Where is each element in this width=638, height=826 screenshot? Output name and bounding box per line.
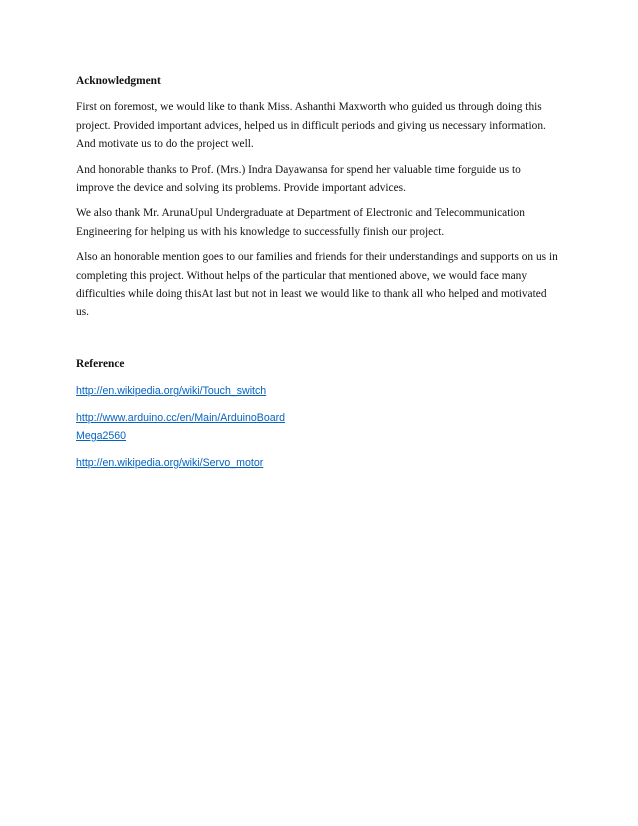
- acknowledgment-paragraph-1: [76, 98, 556, 153]
- acknowledgment-paragraph-2: [76, 161, 556, 198]
- reference-link-line: Mega2560: [76, 430, 127, 443]
- paragraph-line: completing this project. Without helps of the particular that mentioned above, we would face many: [76, 269, 528, 282]
- acknowledgment-paragraph-3: [76, 204, 556, 241]
- reference-heading: Reference: [76, 357, 125, 370]
- paragraph-line: Also an honorable mention goes to our families and friends for their understandings and supports on us in: [76, 251, 558, 264]
- section-spacer: [76, 329, 556, 355]
- paragraph-line: difficulties while doing thisAt last but not in least we would like to thank all who helped and motivated: [76, 288, 547, 301]
- paragraph-line: Engineering for helping us with his knowledge to successfully finish our project.: [76, 225, 445, 238]
- acknowledgment-heading: Acknowledgment: [76, 75, 161, 87]
- paragraph-line: improve the device and solving its problems. Provide important advices.: [76, 182, 406, 195]
- reference-link-touch-switch[interactable]: http://en.wikipedia.org/wiki/Touch_switch: [76, 385, 267, 398]
- reference-item-3: [76, 454, 556, 472]
- reference-link-servo-motor[interactable]: http://en.wikipedia.org/wiki/Servo_motor: [76, 456, 264, 469]
- document-body: [76, 72, 556, 480]
- paragraph-line: First on foremost, we would like to thank Miss. Ashanthi Maxworth who guided us through doing this: [76, 101, 542, 114]
- paragraph-line: And honorable thanks to Prof. (Mrs.) Indra Dayawansa for spend her valuable time forguide us to: [76, 163, 521, 176]
- paragraph-line: We also thank Mr. ArunaUpul Undergraduate at Department of Electronic and Telecommunication: [76, 207, 525, 220]
- paragraph-line: us.: [76, 306, 89, 319]
- reference-link-line: http://www.arduino.cc/en/Main/ArduinoBoard: [76, 411, 286, 424]
- reference-item-1: [76, 382, 556, 400]
- acknowledgment-paragraph-4: [76, 248, 556, 322]
- paragraph-line: project. Provided important advices, helped us in difficult periods and giving us necessary information.: [76, 119, 546, 132]
- paragraph-line: And motivate us to do the project well.: [76, 138, 254, 151]
- reference-link-arduino-board[interactable]: [76, 409, 556, 446]
- reference-item-2: [76, 409, 556, 446]
